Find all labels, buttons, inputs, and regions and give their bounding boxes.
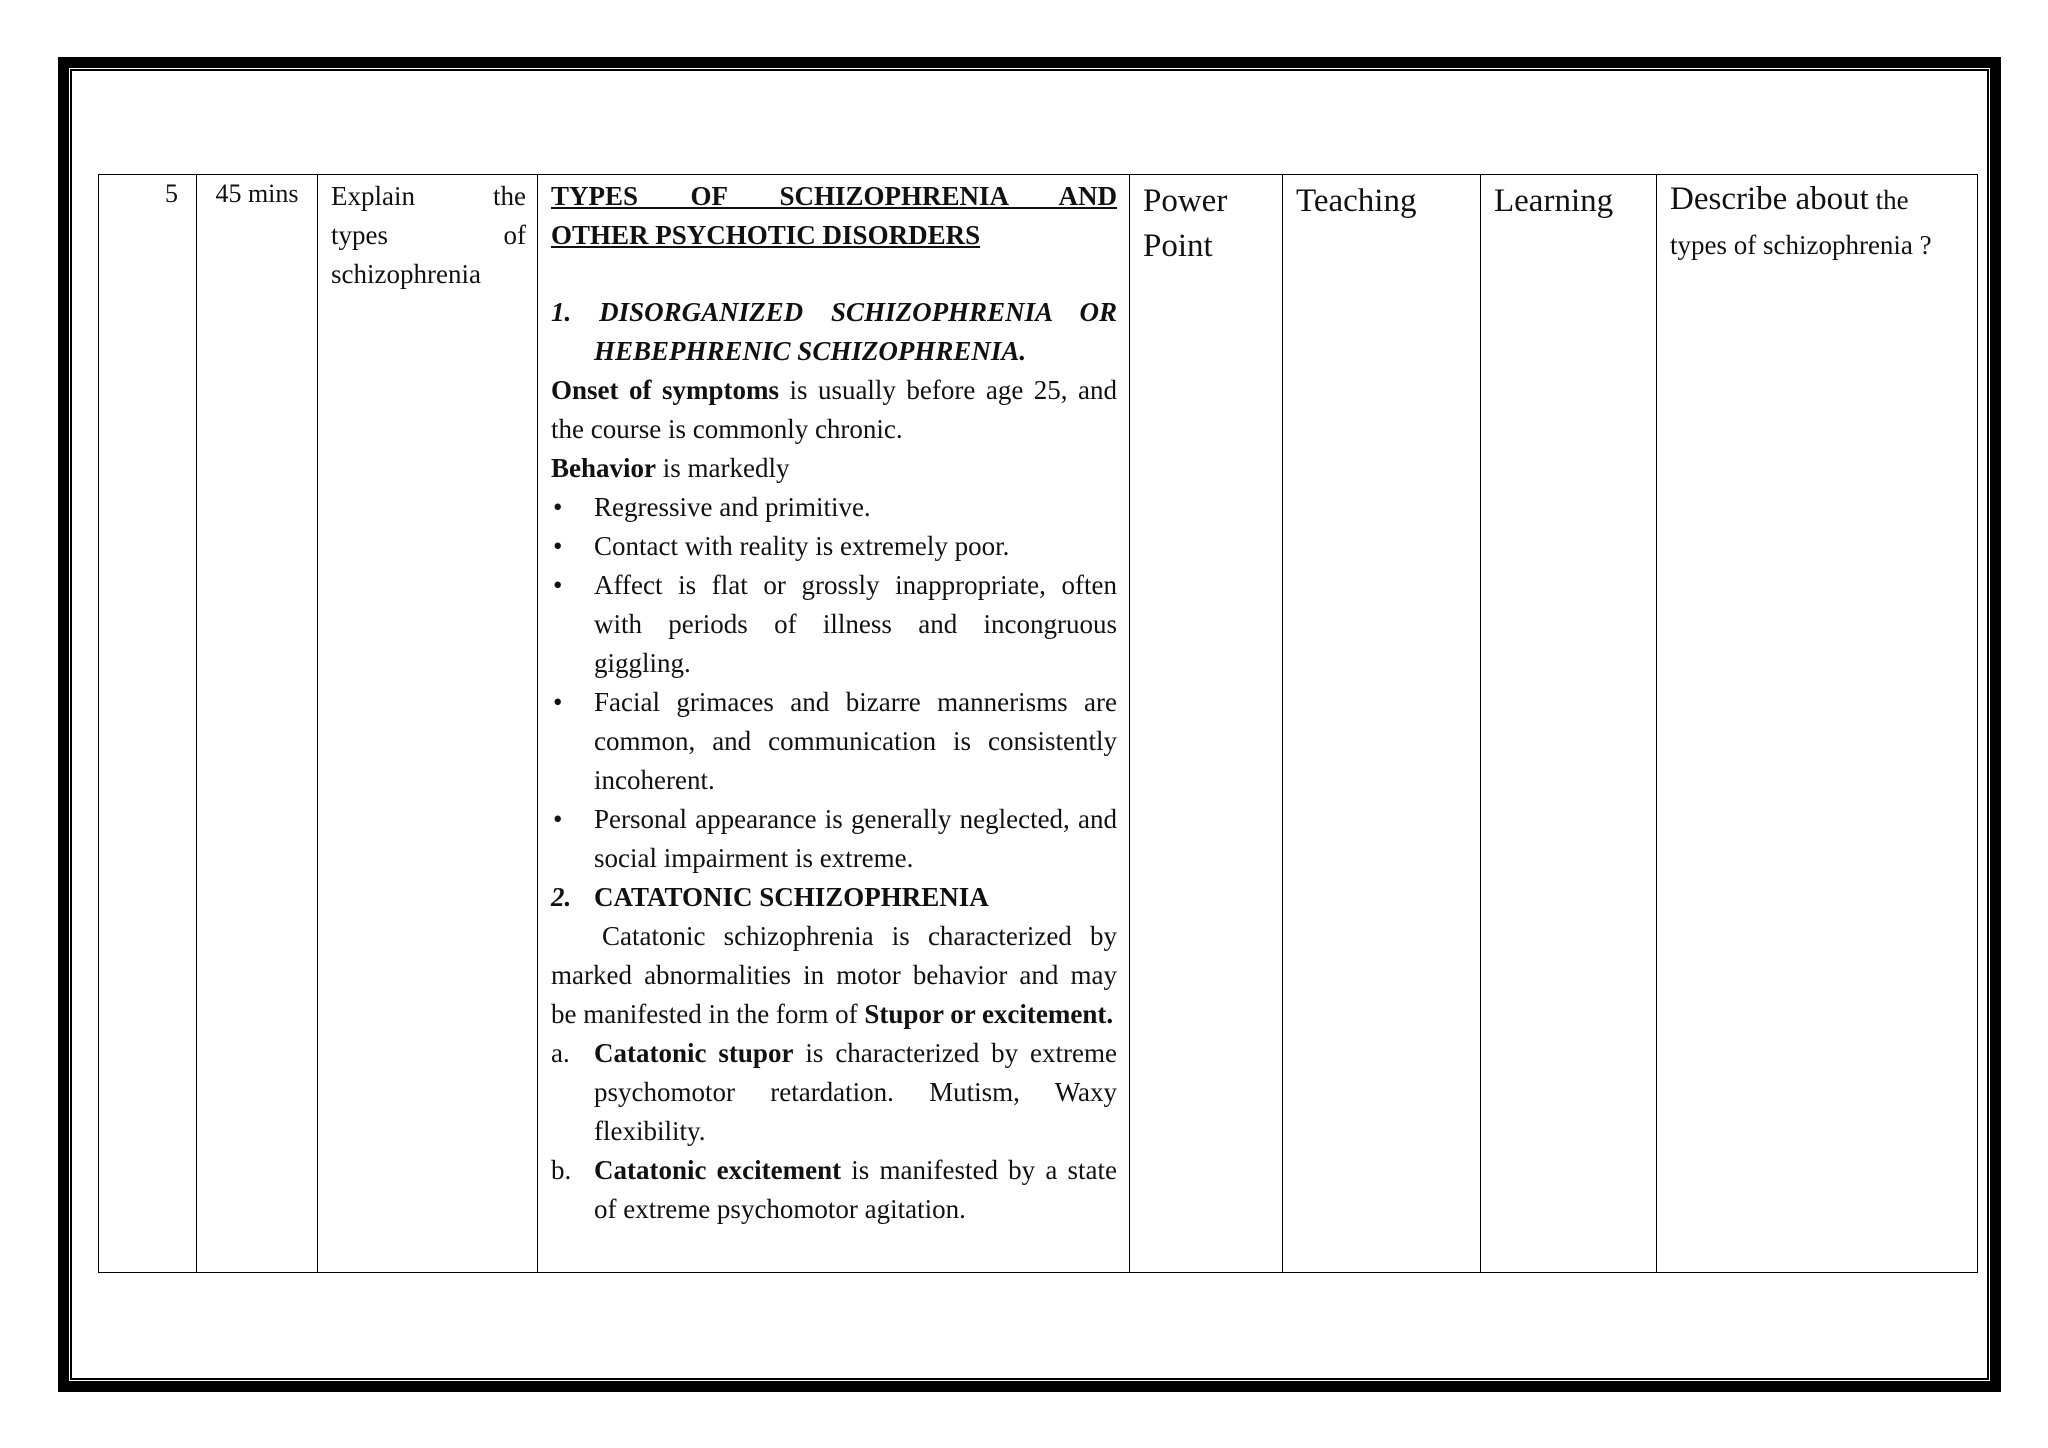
subheading-catatonic: 2. CATATONIC SCHIZOPHRENIA bbox=[551, 882, 989, 912]
method-teaching: Teaching bbox=[1296, 183, 1417, 219]
serial-number-cell bbox=[99, 175, 197, 1273]
bullet-icon: • bbox=[553, 570, 563, 600]
subheading-disorganized: 1. DISORGANIZED SCHIZOPHRENIA OR HEBEPHRENIC SCHIZOPHRENIA. bbox=[551, 297, 1117, 366]
list-item: • Affect is flat or grossly inappropriate, often with periods of illness and incongruous giggling. bbox=[551, 566, 1117, 683]
evaluation-cell bbox=[1657, 175, 1978, 1273]
bullet-icon: • bbox=[553, 804, 563, 834]
bullet-icon: • bbox=[553, 687, 563, 717]
evaluation-question: Describe about the types of schizophrenia ? bbox=[1670, 181, 1932, 260]
list-item: • Contact with reality is extremely poor. bbox=[551, 527, 1117, 566]
bullet-icon: • bbox=[553, 531, 563, 561]
lesson-plan-table bbox=[98, 174, 1978, 1273]
onset-paragraph: Onset of symptoms is usually before age 25, and the course is commonly chronic. bbox=[551, 375, 1118, 444]
method-learning-cell bbox=[1481, 175, 1657, 1273]
behavior-bullet-list bbox=[551, 488, 1117, 878]
objective-cell bbox=[318, 175, 538, 1273]
objective-line-1: Explain the bbox=[331, 181, 526, 211]
list-item: b. Catatonic excitement is manifested by a state of extreme psychomotor agitation. bbox=[551, 1155, 1117, 1224]
method-learning: Learning bbox=[1494, 183, 1614, 219]
behavior-line: Behavior is markedly bbox=[551, 453, 790, 483]
teaching-aid: Power Point bbox=[1143, 183, 1228, 264]
duration-cell bbox=[197, 175, 318, 1273]
objective-line-2: types of bbox=[331, 220, 526, 250]
bullet-icon: • bbox=[553, 492, 563, 522]
table-row bbox=[99, 175, 1978, 1273]
teaching-aid-cell bbox=[1130, 175, 1283, 1273]
objective-line-3: schizophrenia bbox=[331, 259, 481, 289]
content-cell bbox=[538, 175, 1130, 1273]
content-title: TYPES OF SCHIZOPHRENIA AND OTHER PSYCHOTIC DISORDERS bbox=[551, 181, 1117, 250]
catatonic-paragraph: Catatonic schizophrenia is characterized by marked abnormalities in motor behavior and may be manifested in the form of Stupor or excitement. bbox=[551, 921, 1117, 1029]
list-item: • Facial grimaces and bizarre mannerisms are common, and communication is consistently incoherent. bbox=[551, 683, 1117, 800]
method-teaching-cell bbox=[1283, 175, 1481, 1273]
list-item: • Personal appearance is generally neglected, and social impairment is extreme. bbox=[551, 800, 1117, 878]
list-item: a. Catatonic stupor is characterized by extreme psychomotor retardation. Mutism, Waxy flexibility. bbox=[551, 1038, 1118, 1146]
list-item: • Regressive and primitive. bbox=[551, 488, 1117, 527]
serial-number: 5 bbox=[165, 179, 178, 208]
duration: 45 mins bbox=[215, 179, 299, 208]
catatonic-types-list bbox=[551, 1034, 1117, 1229]
